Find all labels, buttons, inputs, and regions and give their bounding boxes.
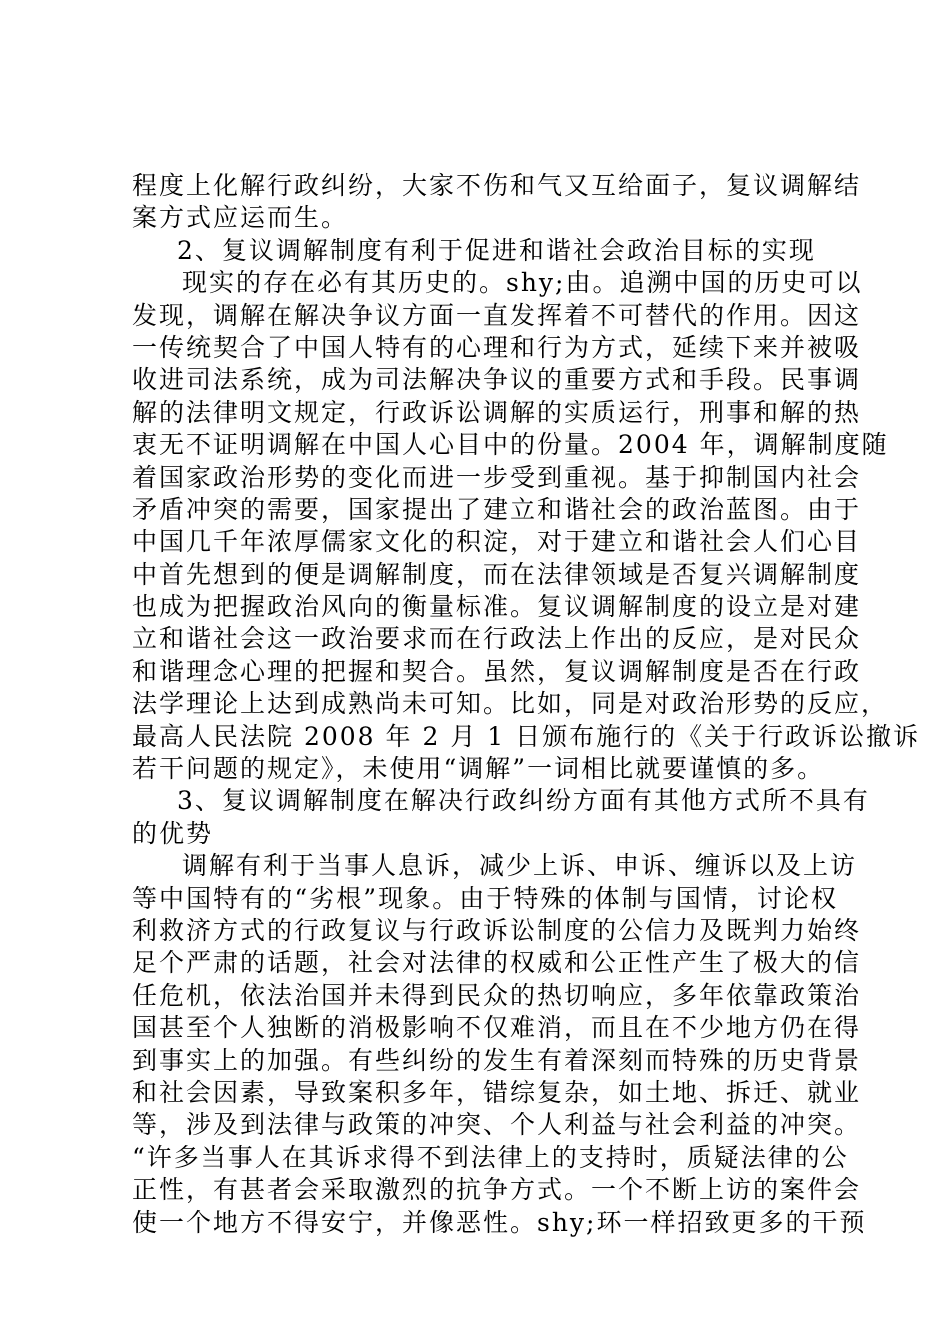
text-line: 利救济方式的行政复议与行政诉讼制度的公信力及既判力始终 xyxy=(132,915,862,945)
text-line: 正性，有甚者会采取激烈的抗争方式。一个不断上访的案件会 xyxy=(132,1175,862,1205)
text-line: 等，涉及到法律与政策的冲突、个人利益与社会利益的冲突。 xyxy=(132,1110,862,1140)
text-line: 和谐理念心理的把握和契合。虽然，复议调解制度是否在行政 xyxy=(132,656,862,686)
text-line: 着国家政治形势的变化而进一步受到重视。基于抑制国内社会 xyxy=(132,462,862,492)
text-line: 矛盾冲突的需要，国家提出了建立和谐社会的政治蓝图。由于 xyxy=(132,494,862,524)
text-line: 立和谐社会这一政治要求而在行政法上作出的反应，是对民众 xyxy=(132,624,862,654)
text-line: 中国几千年浓厚儒家文化的积淀，对于建立和谐社会人们心目 xyxy=(132,527,862,557)
text-line: 若干问题的规定》，未使用“调解”一词相比就要谨慎的多。 xyxy=(132,754,825,784)
text-line: 法学理论上达到成熟尚未可知。比如，同是对政治形势的反应， xyxy=(132,689,889,719)
text-line: “许多当事人在其诉求得不到法律上的支持时，质疑法律的公 xyxy=(132,1142,849,1172)
text-line: 现实的存在必有其历史的。shy;由。追溯中国的历史可以 xyxy=(182,268,863,298)
text-line: 足个严肃的话题，社会对法律的权威和公正性产生了极大的信 xyxy=(132,948,862,978)
text-line: 一传统契合了中国人特有的心理和行为方式，延续下来并被吸 xyxy=(132,332,862,362)
section-heading: 的优势 xyxy=(132,818,214,848)
document-body xyxy=(132,170,921,1239)
text-line: 发现，调解在解决争议方面一直发挥着不可替代的作用。因这 xyxy=(132,300,862,330)
text-line: 收进司法系统，成为司法解决争议的重要方式和手段。民事调 xyxy=(132,365,862,395)
text-line: 衷无不证明调解在中国人心目中的份量。2004 年，调解制度随 xyxy=(132,430,889,460)
text-line: 也成为把握政治风向的衡量标准。复议调解制度的设立是对建 xyxy=(132,592,862,622)
text-line: 到事实上的加强。有些纠纷的发生有着深刻而特殊的历史背景 xyxy=(132,1045,862,1075)
section-heading: 3、复议调解制度在解决行政纠纷方面有其他方式所不具有 xyxy=(177,786,870,816)
section-heading: 2、复议调解制度有利于促进和谐社会政治目标的实现 xyxy=(177,235,816,265)
text-line: 中首先想到的便是调解制度，而在法律领域是否复兴调解制度 xyxy=(132,559,862,589)
text-line: 程度上化解行政纠纷，大家不伤和气又互给面子，复议调解结 xyxy=(132,171,862,200)
text-line: 使一个地方不得安宁，并像恶性。shy;环一样招致更多的干预 xyxy=(132,1207,867,1237)
text-line: 任危机，依法治国并未得到民众的热切响应，多年依靠政策治 xyxy=(132,980,862,1010)
text-line: 等中国特有的“劣根”现象。由于特殊的体制与国情，讨论权 xyxy=(132,883,838,913)
text-line: 案方式应运而生。 xyxy=(132,203,349,233)
text-line: 最高人民法院 2008 年 2 月 1 日颁布施行的《关于行政诉讼撤诉 xyxy=(132,721,921,751)
text-line: 调解有利于当事人息诉，减少上诉、申诉、缠诉以及上访 xyxy=(182,851,858,881)
text-line: 和社会因素，导致案积多年，错综复杂，如土地、拆迁、就业 xyxy=(132,1077,862,1107)
text-line: 解的法律明文规定，行政诉讼调解的实质运行，刑事和解的热 xyxy=(132,397,862,427)
text-line: 国甚至个人独断的消极影响不仅难消，而且在不少地方仍在得 xyxy=(132,1013,862,1043)
